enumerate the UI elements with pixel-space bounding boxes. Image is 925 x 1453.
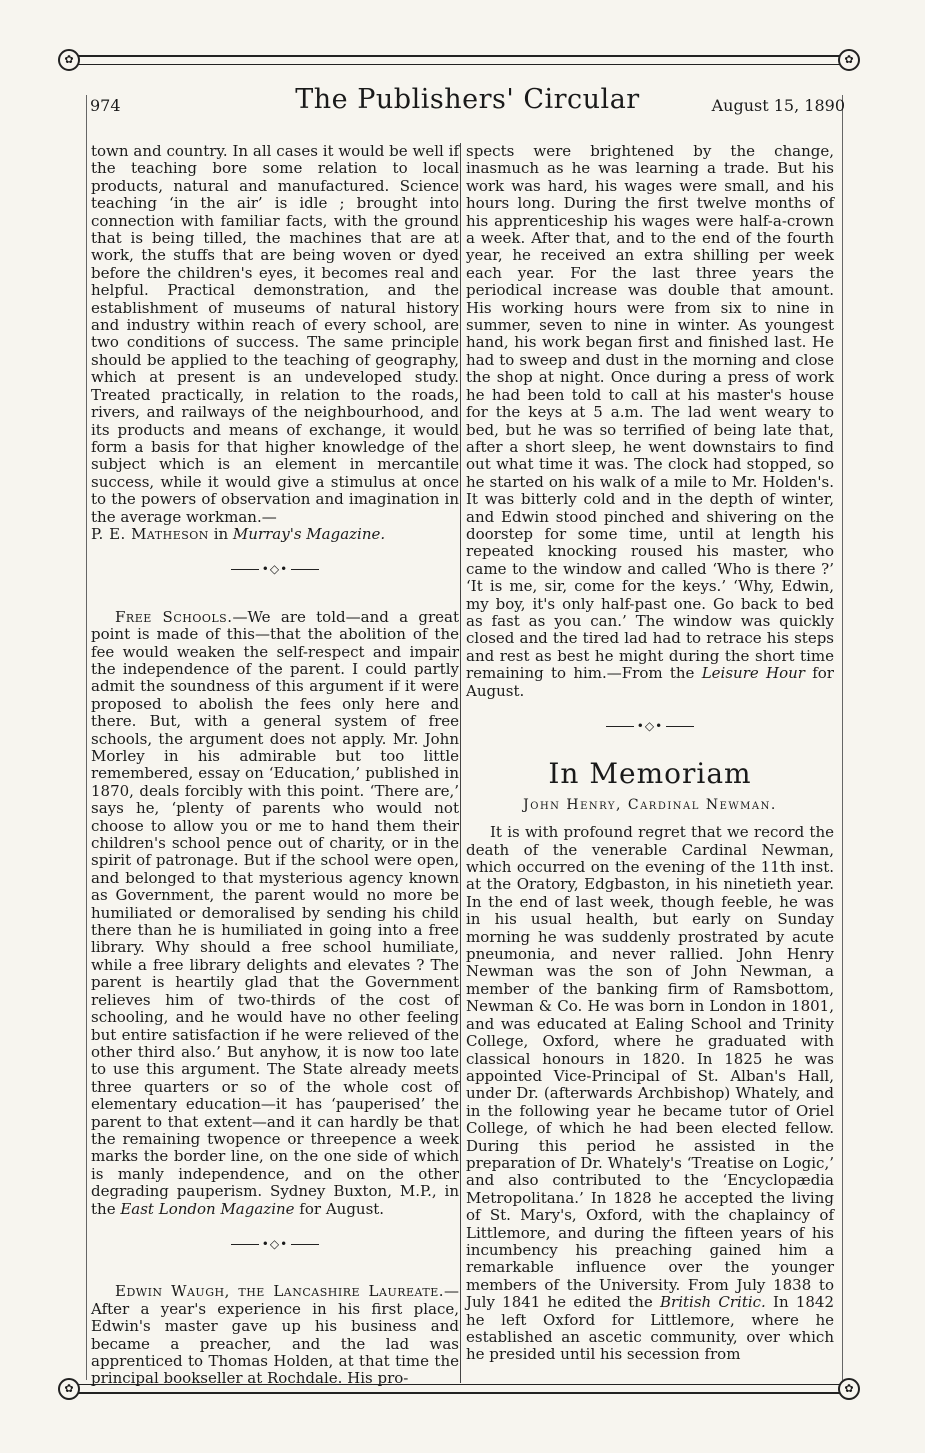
corner-ornament-icon: ✿ (838, 1378, 860, 1400)
column-divider (460, 143, 461, 1383)
author-name: P. E. Matheson (91, 524, 209, 543)
source-title: British Critic. (660, 1293, 766, 1312)
article-heading: Edwin Waugh, the Lancashire Laureate. (115, 1282, 444, 1301)
page-header (90, 82, 845, 122)
journal-title: The Publishers' Circular (295, 84, 640, 115)
corner-ornament-icon: ✿ (58, 1378, 80, 1400)
article-edwin-waugh: Edwin Waugh, the Lancashire Laureate.—After a year's experience in his first place, Edwin's master gave up his business and became a preacher, and the lad was apprenticed to Thomas Holden, at that time the principal bookseller at Rochdale. His pro- (91, 1282, 459, 1388)
source-title: East London Magazine (120, 1199, 295, 1218)
article-newman-obituary: It is with profound regret that we record the death of the venerable Cardinal Newman, which occurred on the evening of the 11th inst. at the Oratory, Edgbaston, in his ninetieth year. In the end of last week, though feeble, he was in his usual health, but early on Sunday morning he was suddenly prostrated by acute pneumonia, and never rallied. John Henry Newman was the son of John Newman, a member of the banking firm of Ramsbottom, Newman & Co. He was born in London in 1801, and was educated at Ealing School and Trinity College, Oxford, where he graduated with classical honours in 1820. In 1825 he was appointed Vice-Principal of St. Alban's Hall, under Dr. (afterwards Archbishop) Whately, and in the following year he became tutor of Oriel College, of which he had been elected fellow. During this period he assisted in the preparation of Dr. Whately's ‘Treatise on Logic,’ and also contributed to the ‘Encyclopædia Metropolitana.’ In 1828 he accepted the living of St. Mary's, Oxford, with the chaplaincy of Littlemore, and during the fifteen years of his incumbency his preaching gained him a remarkable influence over the younger members of the University. From July 1838 to July 1841 he edited the British Critic. In 1842 he left Oxford for Littlemore, where he established an ascetic community, over which he presided until his secession from (466, 823, 835, 1364)
right-border-line (842, 95, 843, 1380)
memoriam-subheading: John Henry, Cardinal Newman. (523, 796, 777, 813)
right-column (466, 143, 834, 1364)
article-heading: Free Schools. (115, 607, 233, 626)
section-divider: •◇• (466, 718, 834, 735)
top-border-rule (70, 55, 845, 65)
corner-ornament-icon: ✿ (838, 49, 860, 71)
section-divider: •◇• (91, 561, 459, 578)
left-border-line (86, 95, 87, 1380)
corner-ornament-icon: ✿ (58, 49, 80, 71)
article-edwin-waugh-continued: spects were brightened by the change, inasmuch as he was learning a trade. But his work was hard, his wages were small, and his hours long. During the first twelve months of his apprenticeship his wages were half-a-crown a week. After that, and to the end of the fourth year, he received an extra shilling per week each year. For the last three years the periodical increase was double that amount. His working hours were from six to nine in summer, seven to nine in winter. As youngest hand, his work began first and finished last. He had to sweep and dust in the morning and close the shop at night. Once during a press of work he had been told to call at his master's house for the keys at 5 a.m. The lad went weary to bed, but he was so terrified of being late that, after a short sleep, he went downstairs to find out what time it was. The clock had stopped, so he started on his walk of a mile to Mr. Holden's. It was bitterly cold and in the depth of winter, and Edwin stood pinched and shivering on the doorstep for some time, until at length his repeated knocking roused his master, who came to the window and called ‘Who is there ?’ ‘It is me, sir, come for the keys.’ ‘Why, Edwin, my boy, it's only half-past one. Go back to bed as fast as you can.’ The window was quickly closed and the tired lad had to retrace his steps and rest as best he might during the short time remaining to him.—From the Leisure Hour for August. (466, 142, 834, 700)
source-title: Leisure Hour (701, 664, 805, 683)
source-title: Murray's Magazine. (232, 524, 386, 543)
memoriam-heading: In Memoriam (548, 757, 752, 791)
issue-date: August 15, 1890 (711, 96, 845, 115)
section-divider: •◇• (91, 1236, 459, 1253)
left-column (91, 143, 459, 1388)
article-free-schools: Free Schools.—We are told—and a great point is made of this—that the abolition of the fee would weaken the self-respect and impair the independence of the parent. I could partly admit the soundness of this argument if it were proposed to abolish the fees only here and there. But, with a general system of free schools, the argument does not apply. Mr. John Morley in his admirable but too little remembered, essay on ‘Education,’ published in 1870, deals forcibly with this point. ‘There are,’ says he, ‘plenty of parents who would not choose to allow you or me to hand them their children's school pence out of charity, or in the spirit of patronage. But if the school were open, and belonged to that mysterious agency known as Government, the parent would no more be humiliated or demoralised by sending his child there than he is humiliated in going into a free library. Why should a free school humiliate, while a free library delights and elevates ? The parent is heartily glad that the Government relieves him of two-thirds of the cost of schooling, and he would have no other feeling but entire satisfaction if he were relieved of the other third also.’ But anyhow, it is now too late to use this argument. The State already meets three quarters or so of the whole cost of elementary education—it has ‘pauperised’ the parent to that extent—and it can hardly be that the remaining twopence or threepence a week marks the border line, on the one side of which is manly independence, and on the other degrading pauperism. Sydney Buxton, M.P., in the East London Magazine for August. (91, 607, 459, 1218)
article-education-text: town and country. In all cases it would be well if the teaching bore some relation to local products, natural and manufactured. Science teaching ‘in the air’ is idle ; brought into connection with familiar facts, with the ground that is being tilled, the machines that are at work, the stuffs that are being woven or dyed before the children's eyes, it becomes real and helpful. Practical demonstration, and the establishment of museums of natural history and industry within reach of every school, are two conditions of success. The same principle should be applied to the teaching of geography, which at present is an undeveloped study. Treated practically, in relation to the roads, rivers, and railways of the neighbourhood, and its products and means of exchange, it would form a basis for that higher knowledge of the subject which is an element in mercantile success, while it would give a stimulus at once to the powers of observation and imagination in the average workman.— P. E. Matheson in Murray's Magazine. (91, 142, 459, 543)
page-number: 974 (90, 96, 121, 115)
